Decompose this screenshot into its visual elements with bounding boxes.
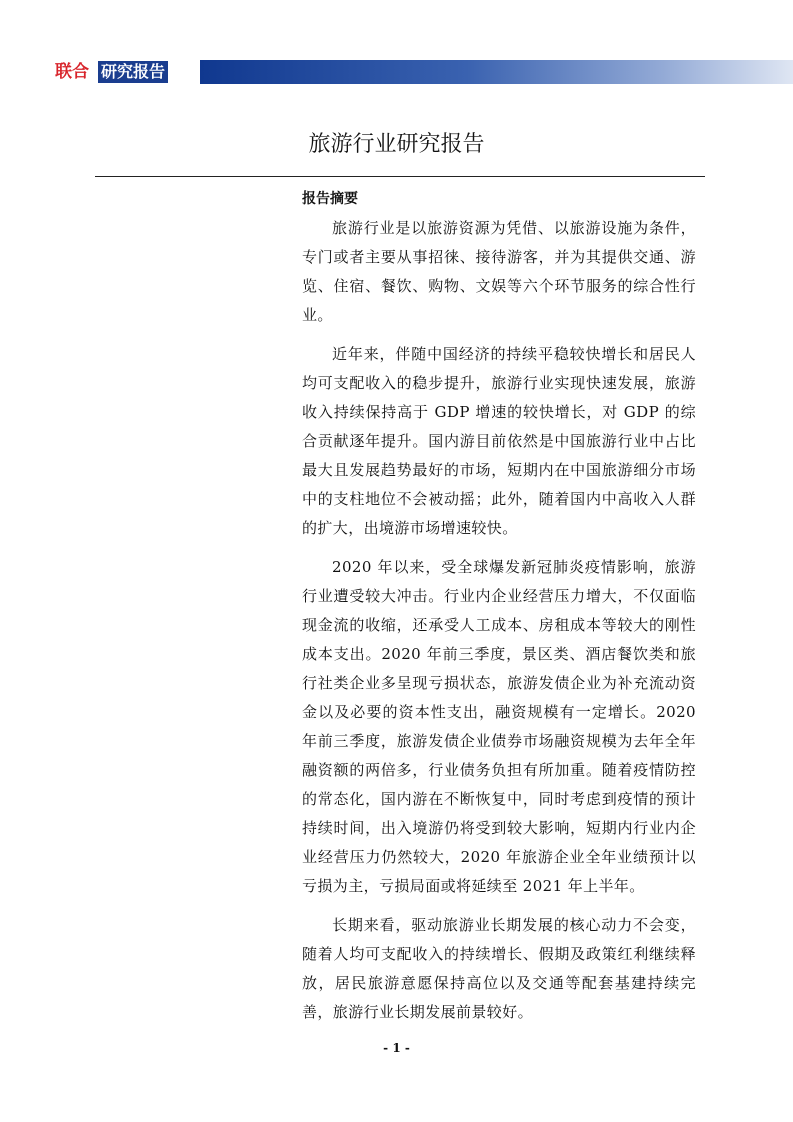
summary-heading: 报告摘要 xyxy=(302,191,358,207)
report-header xyxy=(53,60,793,84)
paragraph-3: 2020 年以来，受全球爆发新冠肺炎疫情影响，旅游行业遭受较大冲击。行业内企业经营压力增大，不仅面临现金流的收缩，还承受人工成本、房租成本等较大的刚性成本支出。2020 年前三季度，景区类、酒店餐饮类和旅行社类企业多呈现亏损状态，旅游发债企业为补充流动资金以及必要的资本性支出，融资规模有一定增长。2020 年前三季度，旅游发债企业债券市场融资规模为去年全年融资额的两倍多，行业债务负担有所加重。随着疫情防控的常态化，国内游在不断恢复中，同时考虑到疫情的预计持续时间，出入境游仍将受到较大影响，短期内行业内企业经营压力仍然较大，2020 年旅游企业全年业绩预计以亏损为主，亏损局面或将延续至 2021 年上半年。 xyxy=(302,558,696,895)
paragraph-2: 近年来，伴随中国经济的持续平稳较快增长和居民人均可支配收入的稳步提升，旅游行业实现快速发展，旅游收入持续保持高于 GDP 增速的较快增长，对 GDP 的综合贡献逐年提升。国内游目前依然是中国旅游行业中占比最大且发展趋势最好的市场，短期内在中国旅游细分市场中的支柱地位不会被动摇；此外，随着国内中高收入人群的扩大，出境游市场增速较快。 xyxy=(302,345,696,537)
header-gradient-bar xyxy=(200,60,793,84)
paragraph-4: 长期来看，驱动旅游业长期发展的核心动力不会变，随着人均可支配收入的持续增长、假期及政策红利继续释放，居民旅游意愿保持高位以及交通等配套基建持续完善，旅游行业长期发展前景较好。 xyxy=(302,916,696,1021)
page-number: - 1 - xyxy=(383,1041,410,1055)
paragraph-1: 旅游行业是以旅游资源为凭借、以旅游设施为条件，专门或者主要从事招徕、接待游客，并为其提供交通、游览、住宿、餐饮、购物、文娱等六个环节服务的综合性行业。 xyxy=(302,219,696,324)
brand-logo-box: 研究报告 xyxy=(98,61,168,83)
brand-logo-red: 联合 xyxy=(55,62,89,82)
document-title: 旅游行业研究报告 xyxy=(308,132,485,157)
summary-body xyxy=(302,214,696,1027)
title-divider xyxy=(95,176,705,177)
